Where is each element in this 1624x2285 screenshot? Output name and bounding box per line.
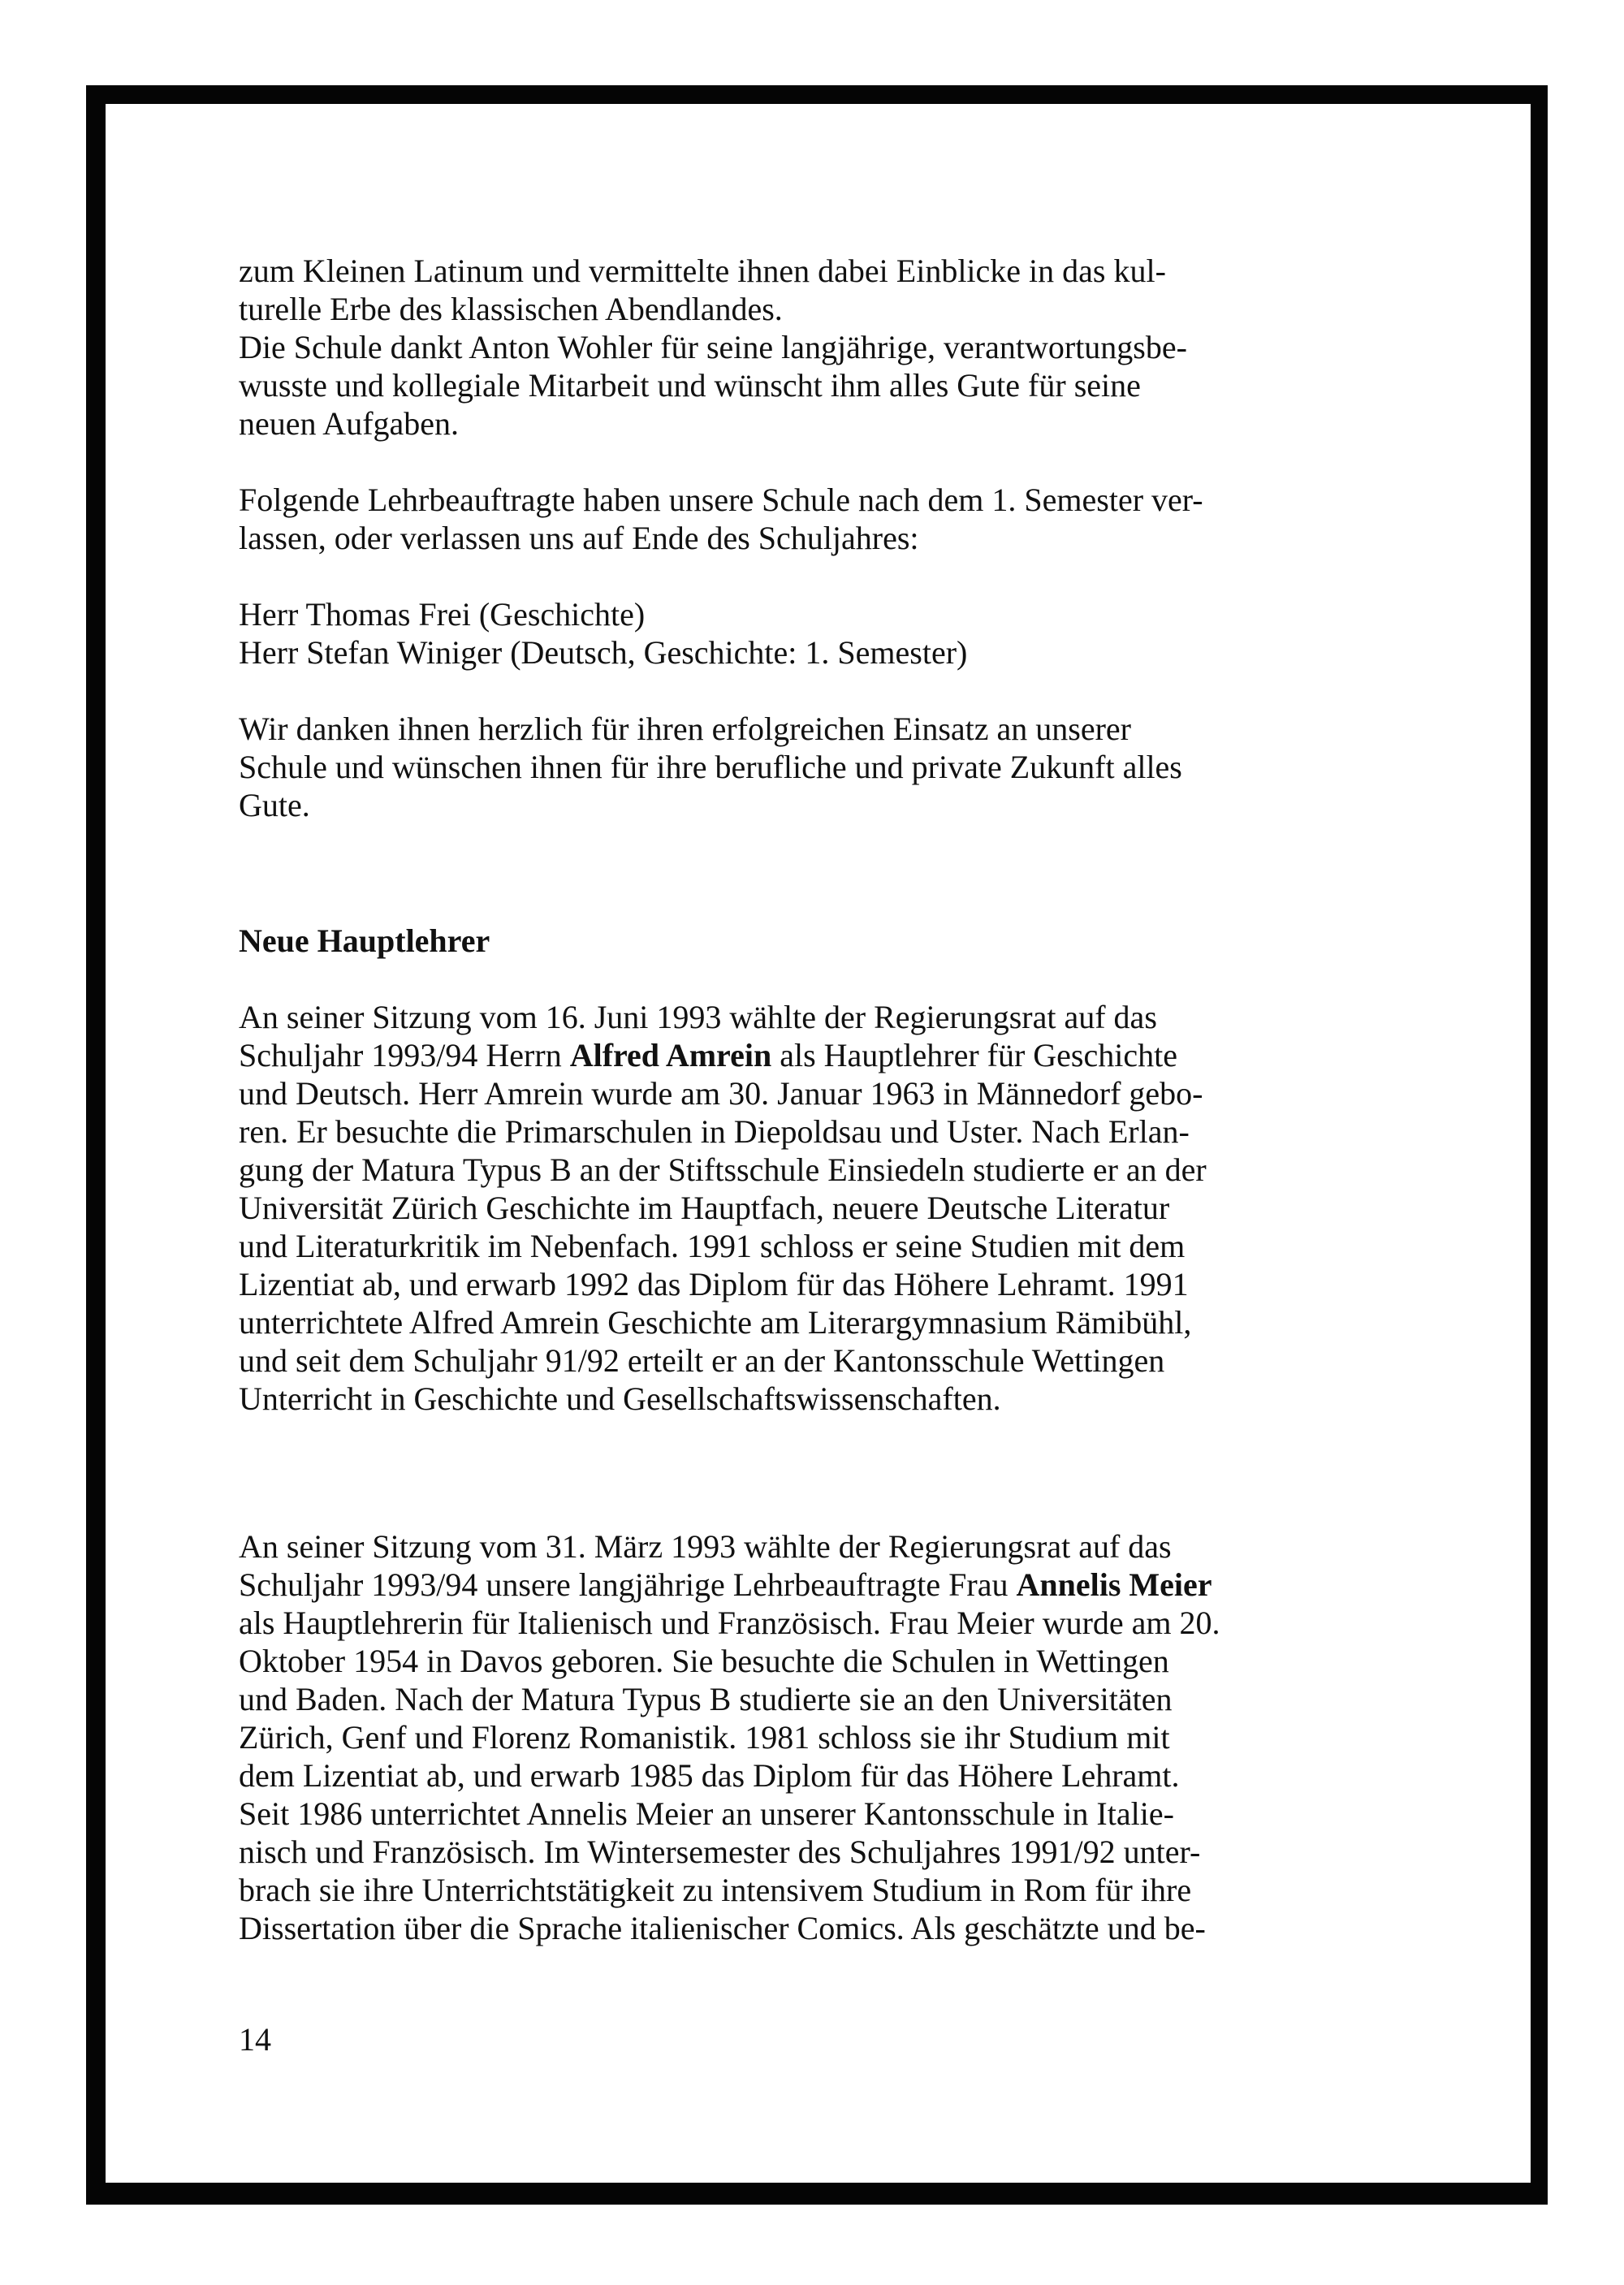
text-run: als Hauptlehrer für Geschichte bbox=[771, 1037, 1177, 1073]
teacher-name-bold: Annelis Meier bbox=[1016, 1566, 1212, 1603]
departures-names bbox=[239, 595, 1392, 672]
teacher-name-line: Herr Stefan Winiger (Deutsch, Geschichte: 1. Semester) bbox=[239, 634, 968, 671]
text-line: Wir danken ihnen herzlich für ihren erfolgreichen Einsatz an unserer bbox=[239, 711, 1132, 747]
text-line: Oktober 1954 in Davos geboren. Sie besuchte die Schulen in Wettingen bbox=[239, 1643, 1169, 1679]
text-line: ren. Er besuchte die Primarschulen in Diepoldsau und Uster. Nach Erlan- bbox=[239, 1113, 1190, 1150]
text-line: Folgende Lehrbeauftragte haben unsere Schule nach dem 1. Semester ver- bbox=[239, 482, 1203, 518]
text-line: Die Schule dankt Anton Wohler für seine langjährige, verantwortungsbe- bbox=[239, 329, 1187, 365]
text-line: und seit dem Schuljahr 91/92 erteilt er an der Kantonsschule Wettingen bbox=[239, 1342, 1165, 1379]
text-line: wusste und kollegiale Mitarbeit und wünscht ihm alles Gute für seine bbox=[239, 367, 1141, 404]
text-line: brach sie ihre Unterrichtstätigkeit zu intensivem Studium in Rom für ihre bbox=[239, 1872, 1192, 1908]
page-number: 14 bbox=[239, 2021, 271, 2058]
text-line: Unterricht in Geschichte und Gesellschaftswissenschaften. bbox=[239, 1380, 1001, 1417]
text-line: dem Lizentiat ab, und erwarb 1985 das Diplom für das Höhere Lehramt. bbox=[239, 1757, 1180, 1794]
text-line: gung der Matura Typus B an der Stiftsschule Einsiedeln studierte er an der bbox=[239, 1151, 1207, 1188]
section-gap bbox=[239, 824, 1392, 922]
text-line bbox=[239, 1036, 1392, 1074]
meier-paragraph bbox=[239, 1527, 1392, 1947]
text-line: neuen Aufgaben. bbox=[239, 405, 460, 442]
teacher-name-line: Herr Thomas Frei (Geschichte) bbox=[239, 596, 646, 633]
text-line: zum Kleinen Latinum und vermittelte ihnen dabei Einblicke in das kul- bbox=[239, 253, 1166, 289]
text-run: Schuljahr 1993/94 Herrn bbox=[239, 1037, 570, 1073]
text-line: und Literaturkritik im Nebenfach. 1991 schloss er seine Studien mit dem bbox=[239, 1228, 1186, 1264]
paragraph-gap bbox=[239, 672, 1392, 710]
text-line: An seiner Sitzung vom 31. März 1993 wählte der Regierungsrat auf das bbox=[239, 1528, 1172, 1565]
text-line: Zürich, Genf und Florenz Romanistik. 1981 schloss sie ihr Studium mit bbox=[239, 1719, 1170, 1756]
text-line: Seit 1986 unterrichtet Annelis Meier an unserer Kantonsschule in Italie- bbox=[239, 1795, 1174, 1832]
departures-paragraph bbox=[239, 481, 1392, 557]
text-line: Dissertation über die Sprache italienischer Comics. Als geschätzte und be- bbox=[239, 1910, 1206, 1946]
paragraph-gap bbox=[239, 557, 1392, 595]
text-line: Lizentiat ab, und erwarb 1992 das Diplom für das Höhere Lehramt. 1991 bbox=[239, 1266, 1189, 1302]
text-line bbox=[239, 1566, 1392, 1604]
text-run: Schuljahr 1993/94 unsere langjährige Lehrbeauftragte Frau bbox=[239, 1566, 1017, 1603]
teacher-name-bold: Alfred Amrein bbox=[569, 1037, 772, 1073]
paragraph-gap bbox=[239, 443, 1392, 481]
text-line: und Baden. Nach der Matura Typus B studierte sie an den Universitäten bbox=[239, 1681, 1173, 1717]
text-line: Universität Zürich Geschichte im Hauptfach, neuere Deutsche Literatur bbox=[239, 1190, 1170, 1226]
text-line: turelle Erbe des klassischen Abendlandes. bbox=[239, 291, 783, 327]
text-line: Gute. bbox=[239, 787, 310, 823]
page-body bbox=[239, 252, 1392, 1947]
text-line: An seiner Sitzung vom 16. Juni 1993 wählte der Regierungsrat auf das bbox=[239, 999, 1157, 1035]
intro-paragraph bbox=[239, 252, 1392, 443]
paragraph-gap bbox=[239, 1418, 1392, 1527]
text-line: Schule und wünschen ihnen für ihre berufliche und private Zukunft alles bbox=[239, 749, 1182, 785]
thanks-paragraph bbox=[239, 710, 1392, 824]
text-line: lassen, oder verlassen uns auf Ende des Schuljahres: bbox=[239, 520, 919, 556]
text-line: nisch und Französisch. Im Wintersemester des Schuljahres 1991/92 unter- bbox=[239, 1834, 1201, 1870]
paragraph-gap bbox=[239, 960, 1392, 998]
amrein-paragraph bbox=[239, 998, 1392, 1418]
section-heading: Neue Hauptlehrer bbox=[239, 922, 490, 959]
text-line: als Hauptlehrerin für Italienisch und Französisch. Frau Meier wurde am 20. bbox=[239, 1605, 1220, 1641]
text-line: unterrichtete Alfred Amrein Geschichte am Literargymnasium Rämibühl, bbox=[239, 1304, 1192, 1341]
text-line: und Deutsch. Herr Amrein wurde am 30. Januar 1963 in Männedorf gebo- bbox=[239, 1075, 1203, 1112]
